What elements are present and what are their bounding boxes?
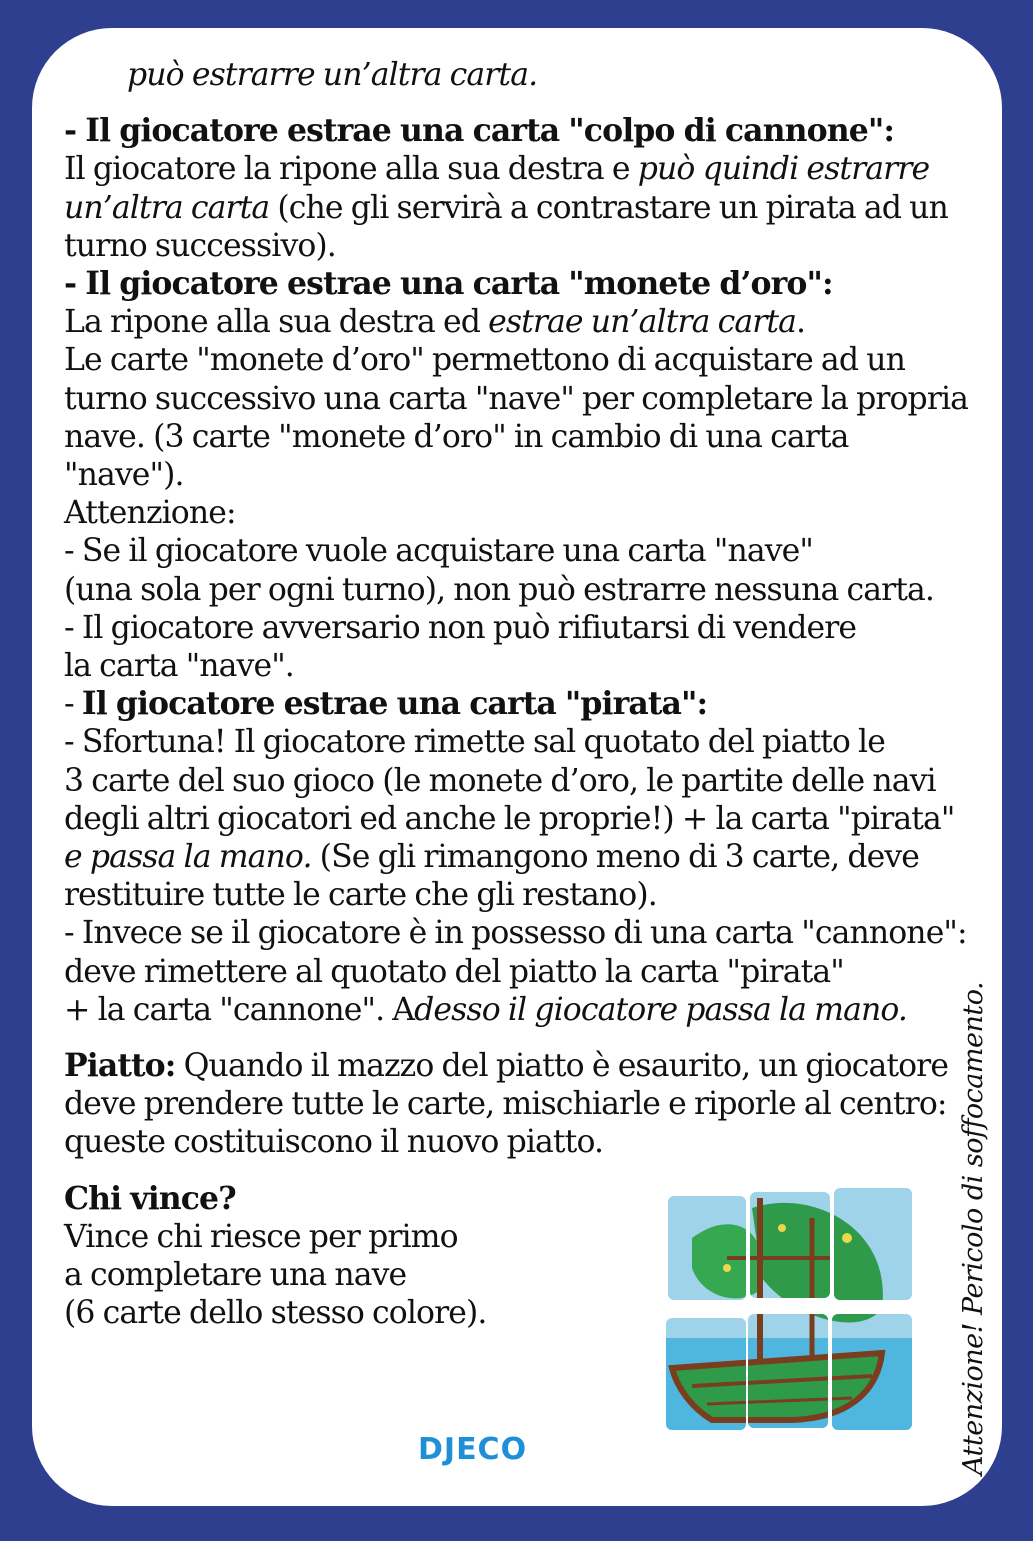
line: - Invece se il giocatore è in possesso di una carta "cannone": xyxy=(64,915,967,952)
line: Attenzione: xyxy=(64,495,236,532)
line: può estrarre un’altra carta. xyxy=(127,57,538,93)
line: la carta "nave". xyxy=(64,648,294,685)
heading-gold: - Il giocatore estrae una carta "monete d’oro": xyxy=(64,265,833,303)
line: un’altra carta (che gli servirà a contrastare un pirata ad un xyxy=(64,189,948,226)
line: Vince chi riesce per primo xyxy=(64,1218,458,1255)
heading-winner: Chi vince? xyxy=(64,1179,236,1217)
line: deve rimettere al quotato del piatto la carta "pirata" xyxy=(64,953,844,990)
line: 3 carte del suo gioco (le monete d’oro, le partite delle navi xyxy=(64,762,936,799)
line: - Se il giocatore vuole acquistare una carta "nave" xyxy=(64,533,813,570)
line: restituire tutte le carte che gli restano). xyxy=(64,877,657,914)
line: + la carta "cannone". Adesso il giocatore passa la mano. xyxy=(64,991,907,1028)
line: La ripone alla sua destra ed estrae un’altra carta. xyxy=(64,304,806,341)
heading-cannon: - Il giocatore estrae una carta "colpo di cannone": xyxy=(64,112,895,150)
rules-text xyxy=(64,56,969,1333)
brand-logo: DJECO xyxy=(418,1432,528,1467)
line: (6 carte dello stesso colore). xyxy=(64,1295,487,1332)
line: a completare una nave xyxy=(64,1257,407,1294)
line: e passa la mano. (Se gli rimangono meno di 3 carte, deve xyxy=(64,839,920,876)
ship-cards-illustration xyxy=(632,1168,912,1458)
line: - Sfortuna! Il giocatore rimette sal quotato del piatto le xyxy=(64,724,885,761)
line: degli altri giocatori ed anche le proprie!) + la carta "pirata" xyxy=(64,800,955,837)
safety-warning: Attenzione! Pericolo di soffocamento. xyxy=(958,981,989,1475)
line: queste costituiscono il nuovo piatto. xyxy=(64,1124,604,1161)
line: turno successivo una carta "nave" per completare la propria xyxy=(64,380,969,417)
line: Le carte "monete d’oro" permettono di acquistare ad un xyxy=(64,342,905,379)
heading-pirate: - Il giocatore estrae una carta "pirata": xyxy=(64,685,708,723)
line: deve prendere tutte le carte, mischiarle e riporle al centro: xyxy=(64,1086,947,1123)
line: (una sola per ogni turno), non può estrarre nessuna carta. xyxy=(64,571,935,608)
line: turno successivo). xyxy=(64,227,336,264)
piatto-paragraph: Piatto: Quando il mazzo del piatto è esaurito, un giocatore xyxy=(64,1047,949,1085)
line: - Il giocatore avversario non può rifiutarsi di vendere xyxy=(64,609,857,646)
line: nave. (3 carte "monete d’oro" in cambio di una carta "nave"). xyxy=(64,418,849,494)
line: Il giocatore la ripone alla sua destra e può quindi estrarre xyxy=(64,151,930,188)
